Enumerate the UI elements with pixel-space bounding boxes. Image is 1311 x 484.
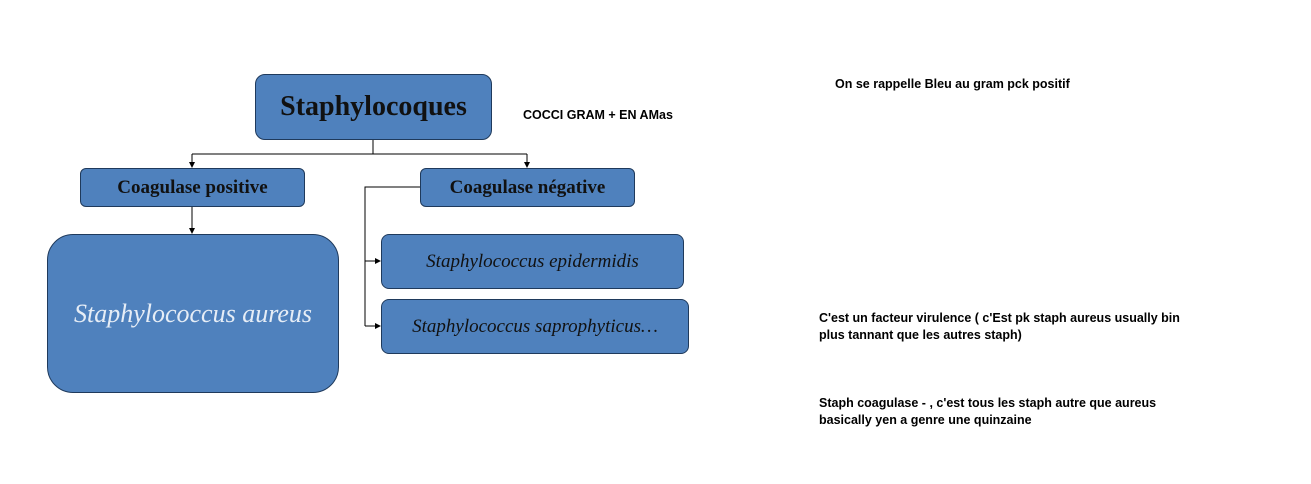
note-virulence xyxy=(819,310,1239,344)
note-coagulase-negative-line-1: Staph coagulase - , c'est tous les staph autre que aureus xyxy=(819,396,1157,410)
coagulase-positive-label: Coagulase positive xyxy=(117,176,268,198)
epidermidis-node xyxy=(381,234,684,289)
note-virulence-line-1: C'est un facteur virulence ( c'Est pk staph aureus usually bin xyxy=(819,311,1180,325)
note-virulence-line-2: plus tannant que les autres staph) xyxy=(819,328,1022,342)
note-coagulase-negative-line-2: basically yen a genre une quinzaine xyxy=(819,413,1032,427)
coagulase-positive-node xyxy=(80,168,305,207)
saprophyticus-label: Staphylococcus saprophyticus… xyxy=(412,315,658,337)
saprophyticus-node xyxy=(381,299,689,354)
note-bleu-gram: On se rappelle Bleu au gram pck positif xyxy=(835,77,1070,91)
note-cocci: COCCI GRAM + EN AMas xyxy=(523,108,673,122)
root-node-label: Staphylocoques xyxy=(280,91,467,122)
root-node xyxy=(255,74,492,140)
epidermidis-label: Staphylococcus epidermidis xyxy=(426,250,639,272)
note-coagulase-negative xyxy=(819,395,1239,429)
aureus-node xyxy=(47,234,339,393)
coagulase-negative-label: Coagulase négative xyxy=(449,176,606,198)
coagulase-negative-node xyxy=(420,168,635,207)
aureus-label: Staphylococcus aureus xyxy=(73,298,313,328)
